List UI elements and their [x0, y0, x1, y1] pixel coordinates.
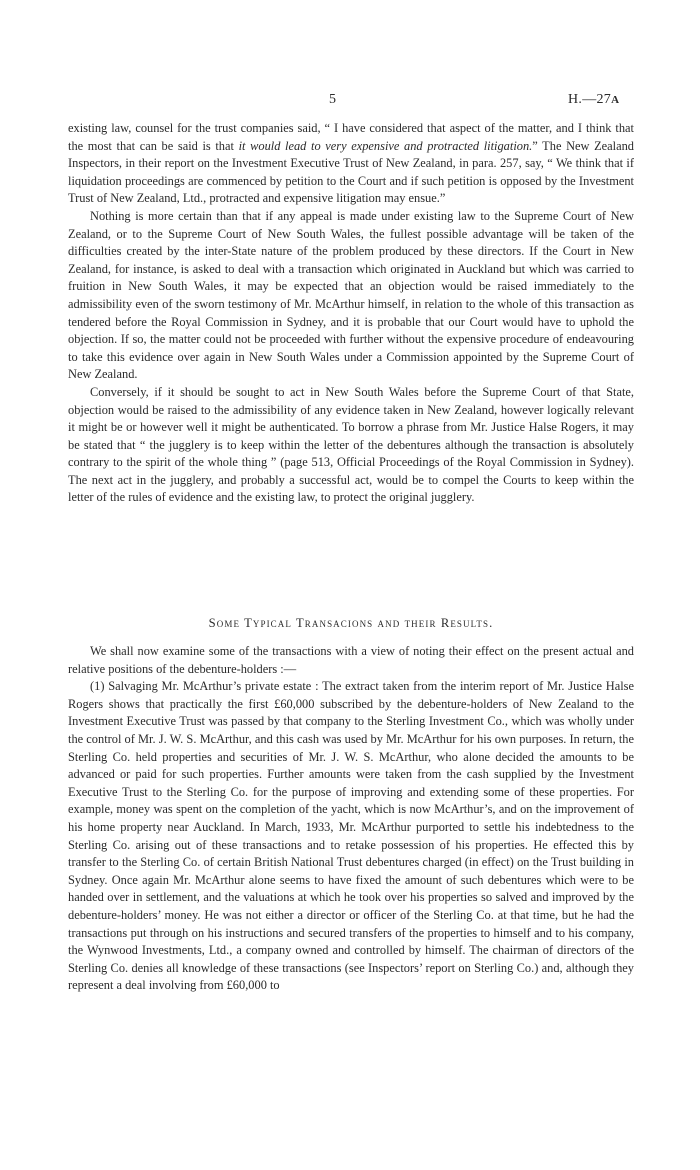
body-text-bottom: [68, 643, 634, 995]
document-reference: [568, 92, 619, 108]
paragraph: [68, 678, 634, 995]
paragraph: [68, 643, 634, 678]
paragraph-text: ” The New Zealand Inspectors, in their report on the Investment Executive Trust of New Zealand, in para. 257, say, “ We think that if liquidation proceedings are commenced by petition to the Court and if such petition is opposed by the Investment Trust of New Zealand, Ltd., protracted and expensive litigation may ensue.”: [68, 138, 635, 206]
paragraph-text: (1) Salvaging Mr. McArthur’s private estate : The extract taken from the interim report of Mr. Justice Halse Rogers shows that practically the first £60,000 subscribed by the debenture-holders of New Zealand to the Investment Executive Trust was passed by that company to the Sterling Investment Co., which was wholly under the control of Mr. J. W. S. McArthur, and this cash was used by Mr. McArthur for his own purposes. In return, the Sterling Co. held properties and securities of Mr. J. W. S. McArthur, who alone decided the amounts to be advanced or paid for such properties. Further amounts were taken from the cash supplied by the Investment Executive Trust to the Sterling Co. for the purpose of improving and extending some of these properties. For example, money was spent on the completion of the yacht, which is now McArthur’s, and on the improvement of his home property near Auckland. In March, 1933, Mr. McArthur purported to settle his indebtedness to the Sterling Co. arising out of these transactions and to retake possession of his properties. He effected this by transfer to the Sterling Co. of certain British National Trust debentures charged (in effect) on the Trust building in Sydney. Once again Mr. McArthur alone seems to have fixed the amount of such debentures which were to be handed over in settlement, and the valuations at which he took over his properties so salved and improved by the debenture-holders’ money. He was not either a director or officer of the Sterling Co. at that time, but he had the transactions put through on his instructions and secured transfers of the properties to himself and to his company, the Wynwood Investments, Ltd., a company owned and controlled by himself. The chairman of directors of the Sterling Co. denies all knowledge of these transactions (see Inspectors’ report on Sterling Co.) and, although they represent a deal involving from £60,000 to: [68, 679, 634, 993]
page-number: 5: [329, 92, 336, 107]
paragraph-text: Nothing is more certain than that if any appeal is made under existing law to the Supreme Court of New Zealand, or to the Supreme Court of New South Wales, the fullest possible advantage will be taken of the difficulties created by the inter-State nature of the problem produced by these directors. If the Court in New Zealand, for instance, is asked to deal with a transaction which originated in Auckland but which was carried to fruition in New South Wales, it may be expected that an objection would be raised immediately to the admissibility even of the sworn testimony of Mr. McArthur himself, in relation to the whole of this transaction as tendered before the Royal Commission in Sydney, and it is probable that our Court would have to uphold the objection. If so, the matter could not be proceeded with further without the expensive procedure of endeavouring to take this evidence over again in New South Wales under a Commission appointed by the Supreme Court of New Zealand.: [68, 208, 634, 382]
page-header: [0, 92, 700, 112]
paragraph: [68, 384, 634, 507]
document-reference-suffix: A: [611, 94, 620, 106]
document-reference-main: H.—27: [568, 92, 612, 107]
paragraph-text: Conversely, if it should be sought to act in New South Wales before the Supreme Court of that State, objection would be raised to the admissibility of any evidence taken in New Zealand, however logically relevant it might be or however well it might be authenticated. To borrow a phrase from Mr. Justice Halse Rogers, it may be stated that “ the jugglery is to keep within the letter of the debentures although the transaction is absolutely contrary to the spirit of the whole thing ” (page 513, Official Proceedings of the Royal Commission in Sydney). The next act in the jugglery, and probably a successful act, would be to compel the Courts to keep within the letter of the rules of evidence and the existing law, to protect the original jugglery.: [68, 384, 634, 505]
paragraph: [68, 208, 634, 384]
section-heading: Some Typical Transacions and their Results.: [208, 616, 494, 630]
paragraph-text: existing law, counsel for the trust companies said, “ I have considered that aspect of the matter, and I think that the most that can be said is that: [68, 121, 634, 153]
paragraph: [68, 120, 634, 208]
italic-quote: it would lead to very expensive and protracted litigation.: [238, 138, 533, 153]
body-text-top: [68, 120, 634, 507]
paragraph-text: We shall now examine some of the transactions with a view of noting their effect on the present actual and relative positions of the debenture-holders :—: [68, 644, 634, 676]
